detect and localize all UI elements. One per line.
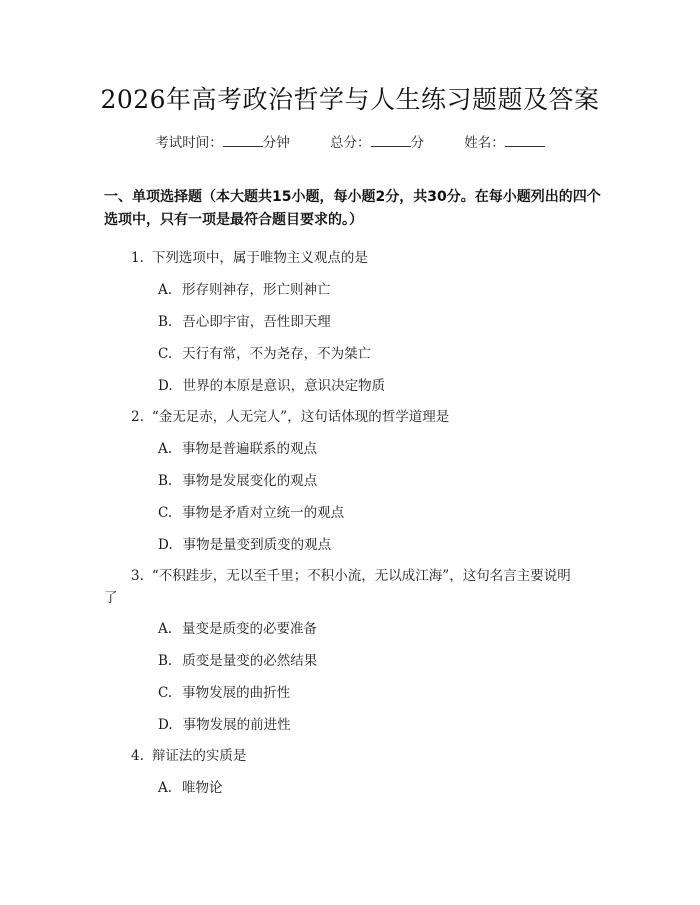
name-label: 姓名： (464, 135, 505, 151)
exam-time-label: 考试时间： (155, 135, 223, 151)
total-score-unit: 分 (410, 135, 424, 151)
exam-time (155, 135, 290, 151)
option-text: 量变是质变的必要准备 (182, 621, 318, 637)
option-letter: A. (158, 780, 173, 796)
option-4a (158, 776, 223, 796)
section-header: 一、单项选择题（本大题共15小题，每小题2分，共30分。在每小题列出的四个选项中，只有一项是最符合题目要求的。） (104, 189, 601, 228)
option-3c (158, 681, 290, 701)
question-number: 4. (131, 748, 144, 764)
option-1b (158, 310, 331, 330)
question-number: 2. (131, 409, 144, 425)
question-stem: 下列选项中，属于唯物主义观点的是 (151, 250, 368, 266)
exam-time-unit: 分钟 (262, 135, 290, 151)
option-text: 形存则神存，形亡则神亡 (182, 282, 331, 298)
option-2b (158, 469, 317, 489)
option-text: 事物发展的曲折性 (182, 685, 291, 701)
question-3 (131, 564, 571, 584)
option-letter: D. (158, 537, 173, 553)
question-stem: 辩证法的实质是 (151, 748, 247, 764)
question-2 (131, 405, 449, 425)
question-stem: “不积跬步，无以至千里；不积小流，无以成江海”，这句名言主要说明 (151, 568, 571, 584)
document-title: 2026年高考政治哲学与人生练习题题及答案 (100, 85, 600, 114)
option-letter: B. (158, 314, 173, 330)
option-3d (158, 713, 291, 733)
option-2d (158, 533, 331, 553)
option-letter: D. (158, 717, 173, 733)
name-blank (505, 134, 545, 147)
option-2a (158, 437, 317, 457)
option-letter: A. (158, 621, 173, 637)
option-text: 事物是发展变化的观点 (182, 473, 318, 489)
option-text: 世界的本原是意识，意识决定物质 (182, 378, 386, 394)
option-text: 事物是普遍联系的观点 (182, 441, 318, 457)
option-letter: C. (158, 685, 173, 701)
option-letter: D. (158, 378, 173, 394)
question-3-continuation: 了 (104, 590, 118, 606)
option-text: 事物是量变到质变的观点 (182, 537, 332, 553)
option-text: 质变是量变的必然结果 (182, 653, 318, 669)
question-stem: “金无足赤，人无完人”，这句话体现的哲学道理是 (151, 409, 450, 425)
option-text: 吾心即宇宙，吾性即天理 (182, 314, 331, 330)
student-name (464, 135, 545, 151)
option-1c (158, 342, 371, 362)
total-score-label: 总分： (330, 135, 371, 151)
total-score (330, 135, 424, 151)
option-letter: A. (158, 282, 173, 298)
exam-time-blank (223, 134, 263, 147)
question-4 (131, 744, 246, 764)
option-letter: C. (158, 346, 173, 362)
option-text: 唯物论 (182, 780, 223, 796)
option-text: 天行有常，不为尧存，不为桀亡 (182, 346, 372, 362)
option-letter: B. (158, 473, 173, 489)
question-1 (131, 246, 368, 266)
option-letter: B. (158, 653, 173, 669)
option-1d (158, 374, 385, 394)
exam-meta (0, 131, 700, 151)
question-number: 1. (131, 250, 144, 266)
total-score-blank (371, 134, 411, 147)
option-letter: C. (158, 505, 173, 521)
option-3a (158, 617, 317, 637)
option-text: 事物是矛盾对立统一的观点 (182, 505, 345, 521)
option-2c (158, 501, 344, 521)
option-letter: A. (158, 441, 173, 457)
option-text: 事物发展的前进性 (182, 717, 291, 733)
option-1a (158, 278, 331, 298)
question-number: 3. (131, 568, 144, 584)
option-3b (158, 649, 317, 669)
